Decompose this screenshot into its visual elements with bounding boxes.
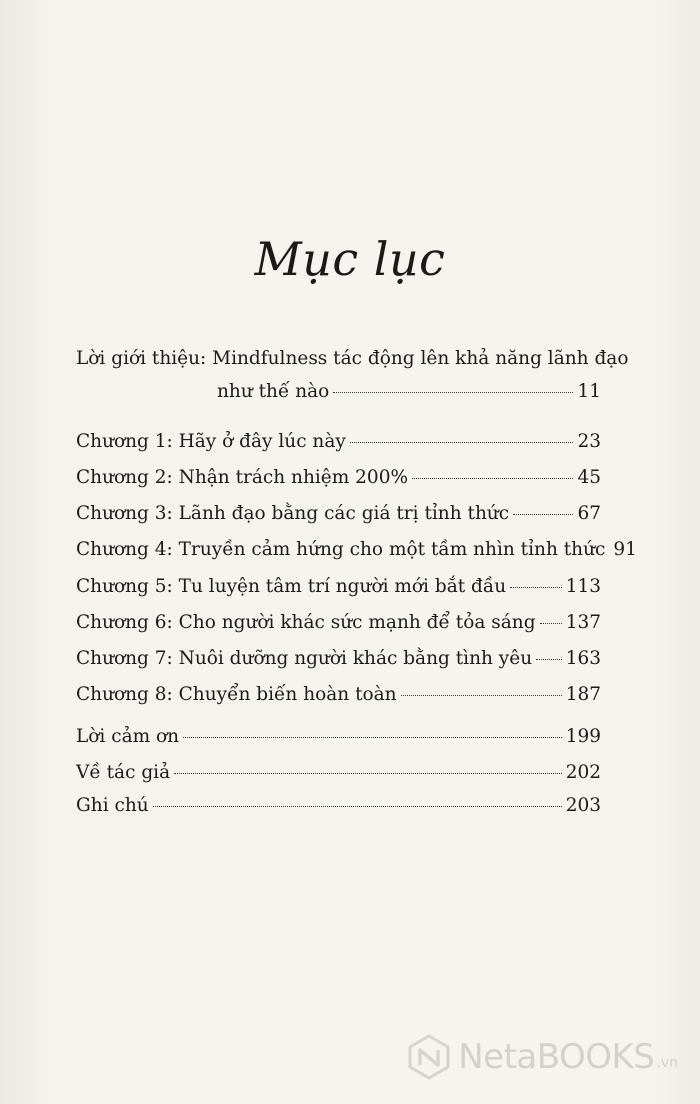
toc-entry-label: Chương 2: Nhận trách nhiệm 200% — [76, 467, 409, 488]
toc-entry-page: 163 — [565, 648, 601, 669]
dot-leader — [183, 737, 562, 738]
toc-entry-page: 67 — [577, 503, 601, 524]
intro-entry-label-continued: như thế nào — [217, 381, 330, 402]
dot-leader — [153, 806, 562, 807]
toc-entry-label: Chương 6: Cho người khác sức mạnh để tỏa sáng — [76, 612, 536, 633]
dot-leader — [510, 587, 562, 588]
toc-entry-page: 202 — [565, 762, 601, 783]
toc-entry-page: 137 — [565, 612, 601, 633]
intro-entry-page: 11 — [577, 381, 601, 402]
dot-leader — [536, 659, 562, 660]
watermark-brand: NetaBOOKS — [458, 1037, 655, 1077]
page-title: Mục lục — [254, 232, 446, 286]
toc-entry-page: 199 — [565, 726, 601, 747]
toc-entry-page: 91 — [613, 539, 637, 560]
dot-leader — [174, 773, 562, 774]
toc-entry — [76, 684, 601, 710]
dot-leader — [333, 392, 573, 393]
toc-entry-label: Về tác giả — [76, 762, 171, 783]
toc-entry — [76, 539, 637, 565]
toc-entry-label: Lời cảm ơn — [76, 726, 180, 747]
toc-entry — [76, 576, 601, 602]
toc-entry-page: 113 — [565, 576, 601, 597]
toc-entry-page: 203 — [565, 795, 601, 816]
toc-entry — [76, 795, 601, 821]
watermark — [406, 1034, 678, 1080]
toc-entry — [76, 648, 601, 674]
watermark-suffix: .vn — [656, 1055, 678, 1071]
toc-entry-page: 23 — [577, 431, 601, 452]
dot-leader — [350, 442, 574, 443]
toc-entry-label: Chương 4: Truyền cảm hứng cho một tầm nhìn tỉnh thức — [76, 539, 606, 560]
toc-entry — [76, 467, 601, 493]
toc-entry — [76, 431, 601, 457]
toc-entry-page: 187 — [565, 684, 601, 705]
toc-entry — [76, 612, 601, 638]
dot-leader — [401, 695, 562, 696]
toc-entry-label: Chương 7: Nuôi dưỡng người khác bằng tình yêu — [76, 648, 533, 669]
dot-leader — [513, 514, 573, 515]
intro-entry-label: Lời giới thiệu: Mindfulness tác động lên khả năng lãnh đạo — [76, 348, 629, 369]
toc-entry — [76, 762, 601, 788]
toc-entry-label: Chương 3: Lãnh đạo bằng các giá trị tỉnh thức — [76, 503, 510, 524]
toc-entry-label: Chương 5: Tu luyện tâm trí người mới bắt đầu — [76, 576, 507, 597]
dot-leader — [412, 478, 573, 479]
toc-entry-page: 45 — [577, 467, 601, 488]
toc-entry-label: Ghi chú — [76, 795, 149, 816]
intro-entry — [76, 381, 601, 402]
dot-leader — [540, 623, 562, 624]
toc-entry-label: Chương 1: Hãy ở đây lúc này — [76, 431, 346, 452]
toc-entry — [76, 503, 601, 529]
toc-entry — [76, 726, 601, 752]
toc-entry-label: Chương 8: Chuyển biến hoàn toàn — [76, 684, 397, 705]
netabooks-logo-icon — [406, 1034, 452, 1080]
